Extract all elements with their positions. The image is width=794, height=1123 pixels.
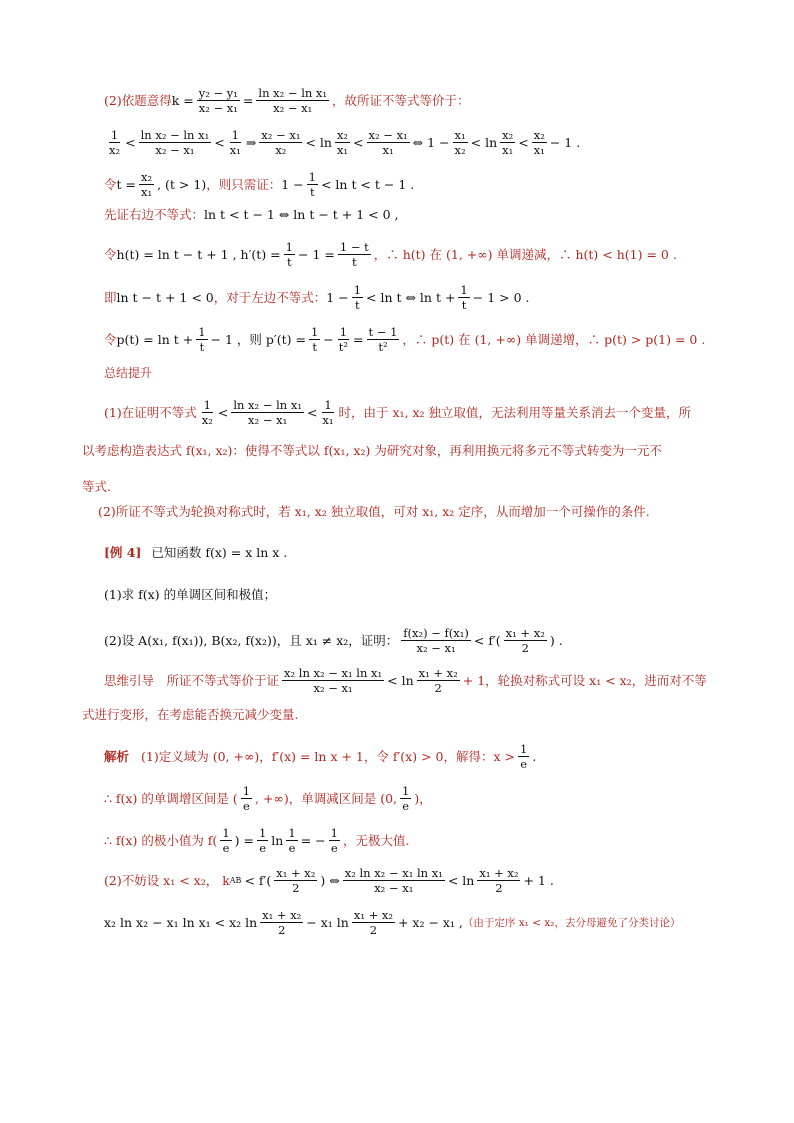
text-segment: + x₂ − x₁ , bbox=[397, 914, 463, 930]
text-segment: t = bbox=[116, 176, 136, 192]
text-segment: ln x₂ − ln x₁ bbox=[233, 398, 302, 412]
fraction bbox=[231, 398, 304, 427]
text-segment: < f′( bbox=[473, 632, 501, 648]
text-segment: x₁ + x₂ bbox=[418, 666, 458, 680]
text-segment: + 1，轮换对称式可设 x₁ < x₂，进而对不等 bbox=[462, 672, 707, 688]
line-20 bbox=[104, 826, 724, 855]
text-segment: + 1 . bbox=[523, 872, 554, 888]
text-segment: ln t < t − 1 ⇔ ln t − t + 1 < 0 , bbox=[204, 207, 399, 222]
line-14 bbox=[104, 586, 724, 604]
text-segment: 1 bbox=[519, 742, 528, 756]
text-segment: h(t) = ln t − t + 1 , h′(t) = bbox=[116, 246, 281, 262]
fraction bbox=[417, 666, 460, 695]
line-11 bbox=[82, 478, 724, 496]
text-segment: 1 bbox=[203, 398, 211, 412]
text-segment: < ln bbox=[305, 134, 332, 150]
fraction bbox=[320, 398, 335, 427]
text-segment: < ln bbox=[387, 672, 414, 688]
text-segment: x₁ bbox=[533, 143, 545, 157]
fraction bbox=[458, 283, 469, 312]
text-segment: x₂ − x₁ bbox=[416, 641, 456, 655]
fraction bbox=[257, 826, 268, 855]
text-segment: − 1 = bbox=[298, 246, 335, 262]
fraction bbox=[286, 826, 297, 855]
text-segment: ，∴ p(t) 在 (1, +∞) 单调递增，∴ p(t) > p(1) = 0 . bbox=[402, 331, 706, 347]
text-segment: 解析 bbox=[104, 748, 130, 764]
text-segment: x₂ ln x₂ − x₁ ln x₁ bbox=[284, 666, 383, 680]
text-segment: (2)不妨设 x₁ < x₂， k bbox=[104, 872, 230, 888]
text-segment: = − bbox=[300, 832, 326, 848]
text-segment: ) = bbox=[234, 832, 254, 848]
text-segment: (1)求 f(x) 的单调区间和极值； bbox=[104, 587, 277, 602]
text-segment: ，对于左边不等式： bbox=[213, 289, 327, 305]
text-segment: 1 bbox=[231, 128, 239, 142]
text-segment: ⇒ bbox=[245, 134, 257, 150]
text-segment: = bbox=[242, 92, 254, 108]
fraction bbox=[504, 626, 547, 655]
text-segment: (1)定义域为 (0, +∞)，f′(x) = ln x + 1，令 f′(x) > 0，解得：x > bbox=[141, 748, 515, 764]
text-segment: < bbox=[518, 134, 529, 150]
text-segment: x₂ bbox=[275, 143, 287, 157]
text-segment: x₂ bbox=[454, 143, 466, 157]
text-segment: 2 bbox=[292, 881, 300, 895]
text-segment: < ln bbox=[447, 872, 475, 888]
text-segment: < bbox=[214, 134, 225, 150]
text-segment: e bbox=[402, 799, 410, 813]
text-segment: ∴ f(x) 的极小值为 f( bbox=[104, 832, 218, 848]
text-segment: t bbox=[312, 340, 317, 354]
text-segment: [例 4] bbox=[104, 545, 142, 560]
fraction bbox=[343, 866, 445, 895]
text-segment: 2 bbox=[278, 923, 286, 937]
text-segment: )， bbox=[414, 790, 432, 806]
fraction bbox=[335, 128, 350, 157]
text-segment: − 1 > 0 . bbox=[472, 289, 530, 305]
section-heading-summary bbox=[104, 364, 724, 382]
fraction bbox=[329, 826, 340, 855]
text-segment: x₂ − x₁ bbox=[248, 413, 288, 427]
text-segment: 2 bbox=[495, 881, 503, 895]
text-segment: 2 bbox=[521, 641, 529, 655]
text-segment: x₁ + x₂ bbox=[479, 866, 519, 880]
fraction bbox=[337, 325, 350, 354]
text-segment: t bbox=[309, 185, 315, 199]
line-17 bbox=[82, 706, 724, 724]
text-segment: x₂ − x₁ bbox=[313, 681, 353, 695]
text-segment: − bbox=[323, 331, 334, 347]
text-segment: 令 bbox=[104, 246, 117, 262]
fraction bbox=[241, 784, 252, 813]
text-segment: x₁ + x₂ bbox=[353, 908, 393, 922]
text-segment: x₂ − x₁ bbox=[198, 101, 238, 115]
text-segment: ) . bbox=[549, 632, 563, 648]
text-segment: y₂ − y₁ bbox=[198, 86, 238, 100]
text-segment: (2)所证不等式为轮换对称式时，若 x₁, x₂ 独立取值，可对 x₁, x₂ 定序，从而增加一个可操作的条件. bbox=[98, 504, 650, 519]
fraction bbox=[196, 325, 207, 354]
text-segment: x₂ ln x₂ − x₁ ln x₁ bbox=[344, 866, 443, 880]
fraction bbox=[518, 742, 529, 771]
line-9 bbox=[104, 398, 724, 427]
text-segment: ，∴ h(t) 在 (1, +∞) 单调递减，∴ h(t) < h(1) = 0 . bbox=[373, 246, 677, 262]
text-segment: e bbox=[259, 841, 267, 855]
text-segment: 先证右边不等式： bbox=[104, 207, 205, 222]
fraction bbox=[338, 240, 371, 269]
text-segment: p(t) = ln t + bbox=[116, 331, 194, 347]
text-segment: x₁ bbox=[454, 128, 466, 142]
fraction bbox=[260, 908, 303, 937]
line-16 bbox=[104, 666, 724, 695]
line-21 bbox=[104, 866, 724, 895]
text-segment: x₂ bbox=[201, 413, 213, 427]
text-segment: < bbox=[306, 404, 318, 420]
text-segment: ln x₂ − ln x₁ bbox=[140, 128, 210, 142]
text-segment: ⇔ 1 − bbox=[412, 134, 450, 150]
text-segment: 1 bbox=[198, 325, 206, 339]
text-segment: x₁ + x₂ bbox=[262, 908, 302, 922]
text-segment: 式进行变形，在考虑能否换元减少变量. bbox=[82, 707, 299, 722]
text: (2)依题意得 bbox=[104, 92, 172, 108]
text-segment: x₂ − x₁ bbox=[261, 128, 301, 142]
fraction bbox=[352, 283, 363, 312]
text-segment: e bbox=[242, 799, 250, 813]
text-segment: x₁ bbox=[229, 143, 241, 157]
text-segment: f(x₂) − f(x₁) bbox=[403, 626, 469, 640]
text-segment: x₂ − x₁ bbox=[368, 128, 408, 142]
text-segment: < bbox=[217, 404, 229, 420]
math: k = bbox=[171, 92, 194, 108]
fraction bbox=[307, 170, 318, 199]
text-segment: 1 bbox=[258, 826, 267, 840]
text-segment: e bbox=[330, 841, 338, 855]
text-segment: AB bbox=[229, 875, 242, 885]
text-segment: 1 bbox=[310, 325, 319, 339]
text-segment: 1 bbox=[339, 325, 348, 339]
fraction bbox=[139, 170, 154, 199]
text-segment: x₂ bbox=[502, 128, 514, 142]
text-segment: < bbox=[353, 134, 364, 150]
text-segment: ln t − t + 1 < 0 bbox=[116, 289, 214, 305]
text-segment: 等式. bbox=[82, 479, 111, 494]
text-segment: e bbox=[288, 841, 296, 855]
text-segment: t bbox=[351, 255, 357, 269]
text-segment: < f′( bbox=[244, 872, 272, 888]
text-segment: x₂ bbox=[336, 128, 349, 142]
text-segment: ，故所证不等式等价于： bbox=[332, 92, 470, 108]
line-12 bbox=[98, 503, 724, 521]
text-segment: 2 bbox=[369, 923, 378, 937]
text-segment: . bbox=[532, 748, 537, 764]
line-22 bbox=[104, 908, 724, 937]
text-segment: x₁ bbox=[502, 143, 514, 157]
text-segment: 1 bbox=[324, 398, 332, 412]
fraction bbox=[200, 398, 215, 427]
text-segment: t bbox=[287, 255, 292, 269]
fraction bbox=[400, 784, 411, 813]
fraction bbox=[107, 128, 122, 157]
fraction bbox=[220, 826, 231, 855]
text-segment: x₂ ln x₂ − x₁ ln x₁ < x₂ ln bbox=[104, 914, 258, 930]
text-segment: x₁ bbox=[336, 143, 349, 157]
fraction bbox=[274, 866, 317, 895]
text-segment: t bbox=[199, 340, 205, 354]
fraction bbox=[139, 128, 212, 157]
text-segment: 1 bbox=[285, 240, 293, 254]
line-3 bbox=[104, 170, 724, 199]
line-10 bbox=[82, 442, 724, 460]
line-18 bbox=[104, 742, 724, 771]
text-segment: ln bbox=[271, 832, 284, 848]
text-segment: 思维引导 所证不等式等价于证 bbox=[104, 672, 280, 688]
fraction bbox=[256, 86, 329, 115]
text-segment: , +∞)，单调减区间是 (0, bbox=[255, 790, 398, 806]
fraction bbox=[284, 240, 295, 269]
fraction bbox=[500, 128, 515, 157]
text-segment: < ln t < t − 1 . bbox=[320, 176, 415, 192]
example-4-heading bbox=[104, 544, 724, 562]
text-segment: x₂ − x₁ bbox=[155, 143, 195, 157]
line-4 bbox=[104, 206, 724, 224]
fraction bbox=[309, 325, 320, 354]
text-segment: 即 bbox=[104, 289, 117, 305]
text-segment: 1 bbox=[308, 170, 316, 184]
text-segment: 令 bbox=[104, 176, 117, 192]
line-7 bbox=[104, 325, 724, 354]
fraction bbox=[401, 626, 471, 655]
fraction bbox=[197, 86, 240, 115]
text-segment: 1 bbox=[242, 784, 251, 798]
text-segment: t² bbox=[378, 340, 388, 354]
text-segment: 已知函数 f(x) = x ln x . bbox=[151, 545, 288, 560]
text-segment: ，无极大值. bbox=[342, 832, 410, 848]
line-5 bbox=[104, 240, 724, 269]
line-2 bbox=[104, 128, 724, 157]
text-segment: t bbox=[355, 298, 360, 312]
text-segment: x₁ bbox=[322, 413, 334, 427]
line-1 bbox=[104, 86, 724, 115]
text-segment: e bbox=[520, 757, 528, 771]
text-segment: 2 bbox=[434, 681, 442, 695]
text-segment: 1 − bbox=[281, 176, 304, 192]
text-segment: x₂ bbox=[533, 128, 545, 142]
text-segment: e bbox=[222, 841, 230, 855]
text-segment: x₁ + x₂ bbox=[276, 866, 316, 880]
text-segment: 1 − t bbox=[339, 240, 369, 254]
text-segment: 以考虑构造表达式 f(x₁, x₂)：使得不等式以 f(x₁, x₂) 为研究对象，再利用换元将多元不等式转变为一元不 bbox=[82, 443, 662, 458]
text-segment: 1 bbox=[110, 128, 119, 142]
text-segment: ln x₂ − ln x₁ bbox=[258, 86, 328, 100]
text-segment: < ln bbox=[470, 134, 498, 150]
fraction bbox=[228, 128, 243, 157]
text-segment: 令 bbox=[104, 331, 117, 347]
text-segment: − x₁ ln bbox=[306, 914, 349, 930]
text-segment: (2)设 A(x₁, f(x₁)), B(x₂, f(x₂))，且 x₁ ≠ x₂，证明： bbox=[104, 632, 399, 648]
fraction bbox=[453, 128, 468, 157]
text-segment: x₁ bbox=[141, 185, 153, 199]
fraction bbox=[282, 666, 384, 695]
text-segment: x₂ bbox=[109, 143, 121, 157]
text-segment: ) ⇔ bbox=[320, 872, 340, 888]
text-segment: 1 bbox=[460, 283, 468, 297]
text-segment: 1 bbox=[353, 283, 362, 297]
fraction bbox=[259, 128, 302, 157]
text-segment: x₂ − x₁ bbox=[374, 881, 414, 895]
text-segment: 1 − bbox=[326, 289, 349, 305]
text-segment: 1 bbox=[330, 826, 338, 840]
fraction bbox=[367, 128, 410, 157]
text-segment: x₂ − x₁ bbox=[273, 101, 313, 115]
text-segment: 1 bbox=[222, 826, 230, 840]
line-15 bbox=[104, 626, 724, 655]
text-segment: ∴ f(x) 的单调增区间是 ( bbox=[104, 790, 238, 806]
text-segment: , (t > 1) bbox=[157, 176, 207, 192]
text-segment: 1 bbox=[402, 784, 410, 798]
text-segment: 总结提升 bbox=[104, 366, 153, 380]
text-segment: − 1 . bbox=[549, 134, 581, 150]
line-19 bbox=[104, 784, 724, 813]
text-segment: − 1 ，则 p′(t) = bbox=[210, 331, 306, 347]
line-6 bbox=[104, 283, 724, 312]
fraction bbox=[367, 325, 400, 354]
text-segment: x₁ + x₂ bbox=[505, 626, 545, 640]
text-segment: ，则只需证： bbox=[206, 176, 282, 192]
fraction bbox=[477, 866, 520, 895]
text-segment: （由于定序 x₁ < x₂，去分母避免了分类讨论） bbox=[462, 916, 681, 929]
text-segment: t − 1 bbox=[368, 325, 398, 339]
text-segment: x₂ bbox=[141, 170, 153, 184]
text-segment: t bbox=[461, 298, 467, 312]
text-segment: 时，由于 x₁, x₂ 独立取值，无法利用等量关系消去一个变量，所 bbox=[338, 404, 692, 420]
text-segment: (1)在证明不等式 bbox=[104, 404, 197, 420]
text-segment: 1 bbox=[288, 826, 296, 840]
fraction bbox=[532, 128, 547, 157]
text-segment: < ln t ⇔ ln t + bbox=[366, 289, 456, 305]
text-segment: = bbox=[353, 331, 364, 347]
fraction bbox=[352, 908, 395, 937]
text-segment: x₁ bbox=[382, 143, 394, 157]
text-segment: t² bbox=[338, 340, 349, 354]
text-segment: < bbox=[125, 134, 136, 150]
